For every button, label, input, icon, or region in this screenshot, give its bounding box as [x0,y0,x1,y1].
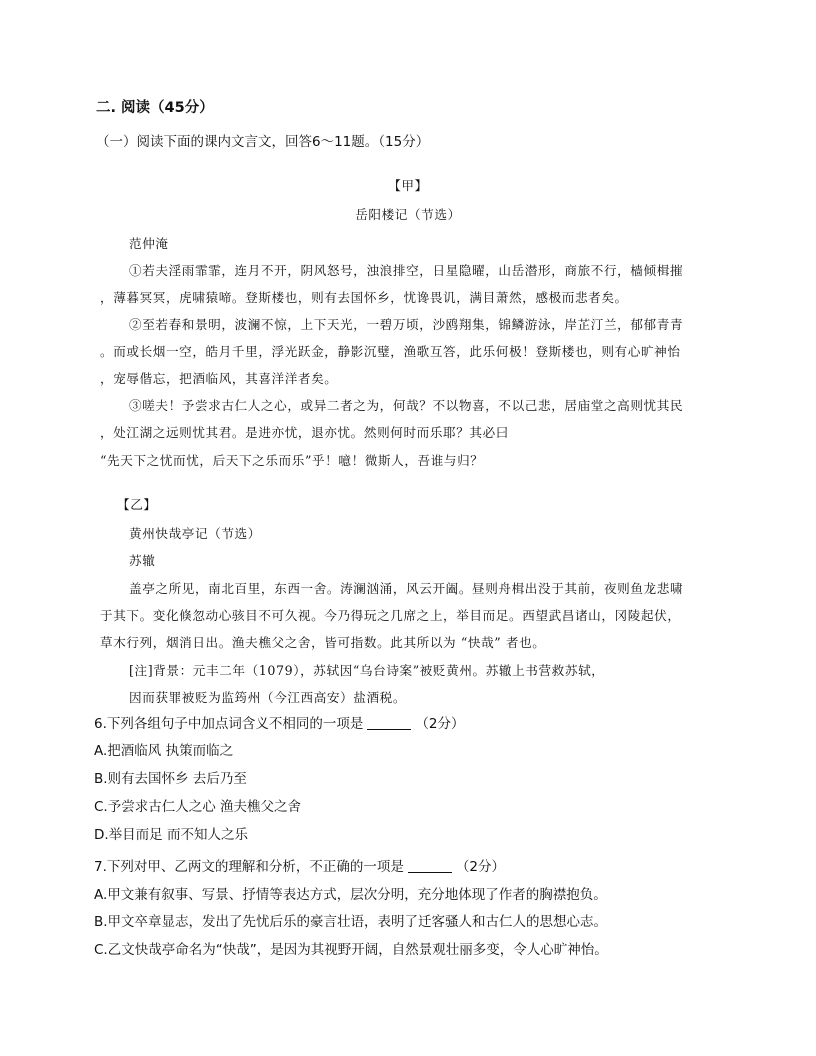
jia-line: “先天下之忧而忧，后天下之乐而乐”乎！噫！微斯人，吾谁与归？ [100,453,484,468]
jia-line: ，处江湖之远则忧其君。是进亦忧，退亦忧。然则何时而乐耶？其必曰 [100,425,510,440]
question-6-option: A.把酒临风 执策而临之 [94,743,234,759]
yi-author: 苏辙 [129,553,156,568]
yi-title: 黄州快哉亭记（节选） [129,526,261,541]
yi-note: 因而获罪被贬为监筠州（今江西高安）盐酒税。 [129,690,407,705]
question-7-option: C.乙文快哉亭命名为“快哉”，是因为其视野开阔，自然景观壮丽多变，令人心旷神怡。 [94,942,608,958]
answer-blank [408,858,452,873]
question-7-stem: 7.下列对甲、乙两文的理解和分析，不正确的一项是 [94,859,404,875]
jia-line: ，宠辱偕忘，把酒临风，其喜洋洋者矣。 [100,371,338,386]
jia-title: 岳阳楼记（节选） [355,207,461,222]
yi-label: 【乙】 [117,497,157,512]
jia-label: 【甲】 [388,178,428,193]
question-6-stem: 6.下列各组句子中加点词含义不相同的一项是 [94,716,364,732]
answer-blank [367,715,411,730]
jia-line: ，薄暮冥冥，虎啸猿啼。登斯楼也，则有去国怀乡，忧谗畏讥，满目萧然，感极而悲者矣。 [100,290,628,305]
jia-line: ①若夫淫雨霏霏，连月不开，阴风怒号，浊浪排空，日星隐曜，山岳潜形，商旅不行，樯倾楫摧 [129,263,684,278]
yi-note: [注]背景：元丰二年（1079），苏轼因“乌台诗案”被贬黄州。苏辙上书营救苏轼， [129,663,605,678]
question-6-option: B.则有去国怀乡 去后乃至 [94,771,247,787]
question-7-option: B.甲文卒章显志，发出了先忧后乐的豪言壮语，表明了迁客骚人和古仁人的思想心志。 [94,914,608,930]
jia-line: 。而或长烟一空，皓月千里，浮光跃金，静影沉璧，渔歌互答，此乐何极！登斯楼也，则有心旷神怡 [100,344,681,359]
question-6-option: D.举目而足 而不知人之乐 [94,827,248,843]
section-title: 二. 阅读（45分） [96,100,214,116]
question-7 [94,857,505,877]
question-7-score: （2分） [455,859,505,875]
yi-line: 盖亭之所见，南北百里，东西一舍。涛澜汹涌，风云开阖。昼则舟楫出没于其前，夜则鱼龙悲啸 [129,581,684,596]
yi-line: 草木行列，烟消日出。渔夫樵父之舍，皆可指数。此其所以为 “快哉” 者也。 [100,635,546,650]
yi-line: 于其下。变化倏忽动心骇目不可久视。今乃得玩之几席之上，举目而足。西望武昌诸山，冈陵起伏， [100,608,681,623]
jia-line: ②至若春和景明，波澜不惊，上下天光，一碧万顷，沙鸥翔集，锦鳞游泳，岸芷汀兰，郁郁青青 [129,317,684,332]
question-6-option: C.予尝求古仁人之心 渔夫樵父之舍 [94,799,302,815]
question-7-option: A.甲文兼有叙事、写景、抒情等表达方式，层次分明，充分地体现了作者的胸襟抱负。 [94,887,607,903]
jia-line: ③嗟夫！予尝求古仁人之心，或异二者之为，何哉？不以物喜，不以己悲，居庙堂之高则忧其民 [129,398,684,413]
part1-intro: （一）阅读下面的课内文言文，回答6～11题。（15分） [96,134,430,150]
jia-author: 范仲淹 [129,236,169,251]
question-6-score: （2分） [415,716,465,732]
question-6 [94,714,464,734]
